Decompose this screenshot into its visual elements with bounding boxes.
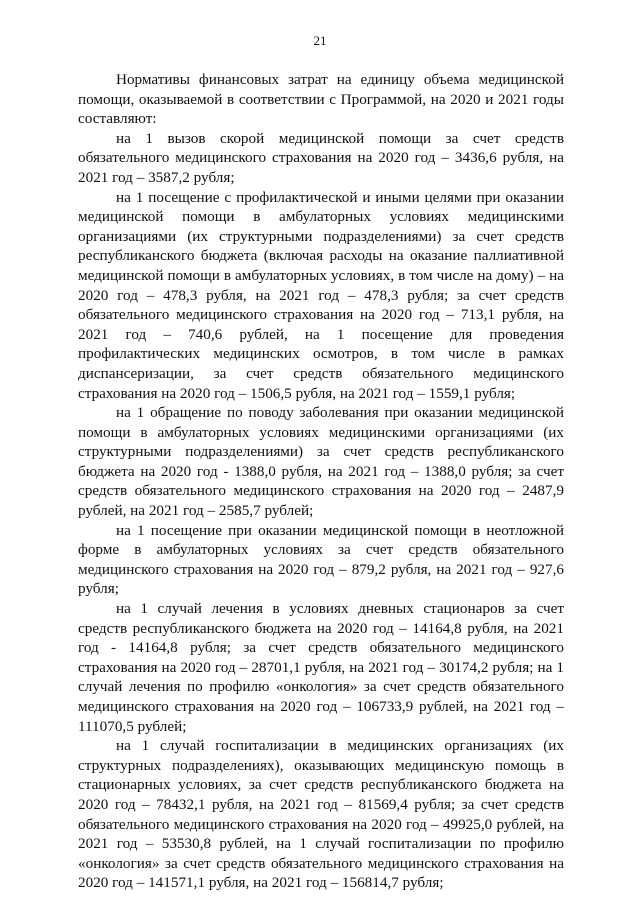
paragraph-preventive-visit: на 1 посещение с профилактической и иными целями при оказании медицинской помощи в амбулаторных условиях медицинскими организациями (их структурными подразделениями) за счет средств республиканского бюджета (включая расходы на оказание паллиативной медицинской помощи в амбулаторных условиях, в том числе на дому) – на 2020 год – 478,3 рубля, на 2021 год – 478,3 рубля; за счет средств обязательного медицинского страхования на 2020 год – 713,1 рубля, на 2021 год – 740,6 рублей, на 1 посещение для проведения профилактических медицинских осмотров, в том числе в рамках диспансеризации, за счет средств обязательного медицинского страхования на 2020 год – 1506,5 рубля, на 2021 год – 1559,1 рубля; [78, 188, 564, 402]
page-number: 21 [313, 33, 327, 48]
document-body [78, 70, 564, 893]
paragraph-disease-appeal: на 1 обращение по поводу заболевания при оказании медицинской помощи в амбулаторных условиях медицинскими организациями (их структурными подразделениями) за счет средств республиканского бюджета на 2020 год - 1388,0 рубля, на 2021 год – 1388,0 рубля; за счет средств обязательного медицинского страхования на 2020 год – 2487,9 рублей, на 2021 год – 2585,7 рублей; [78, 404, 564, 520]
paragraph-intro: Нормативы финансовых затрат на единицу объема медицинской помощи, оказываемой в соответствии с Программой, на 2020 и 2021 годы составляют: [78, 71, 564, 128]
paragraph-urgent-visit: на 1 посещение при оказании медицинской помощи в неотложной форме в амбулаторных условиях за счет средств обязательного медицинского страхования на 2020 год – 879,2 рубля, на 2021 год – 927,6 рубля; [78, 521, 564, 598]
paragraph-day-hospital: на 1 случай лечения в условиях дневных стационаров за счет средств республиканского бюджета на 2020 год – 14164,8 рубля, на 2021 год - 14164,8 рубля; за счет средств обязательного медицинского страхования на 2020 год – 28701,1 рубля, на 2021 год – 30174,2 рубля; на 1 случай лечения по профилю «онкология» за счет средств обязательного медицинского страхования на 2020 год – 106733,9 рублей, на 2021 год – 111070,5 рублей; [78, 600, 564, 735]
paragraph-hospitalization: на 1 случай госпитализации в медицинских организациях (их структурных подразделениях), оказывающих медицинскую помощь в стационарных условиях, за счет средств республиканского бюджета на 2020 год – 78432,1 рубля, на 2021 год – 81569,4 рубля; за счет средств обязательного медицинского страхования на 2020 год – 49925,0 рублей, на 2021 год – 53530,8 рублей, на 1 случай госпитализации по профилю «онкология» за счет средств обязательного медицинского страхования на 2020 год – 141571,1 рубля, на 2021 год – 156814,7 рубля; [78, 737, 564, 892]
paragraph-ambulance-call: на 1 вызов скорой медицинской помощи за счет средств обязательного медицинского страхования на 2020 год – 3436,6 рубля, на 2021 год – 3587,2 рубля; [78, 129, 564, 186]
